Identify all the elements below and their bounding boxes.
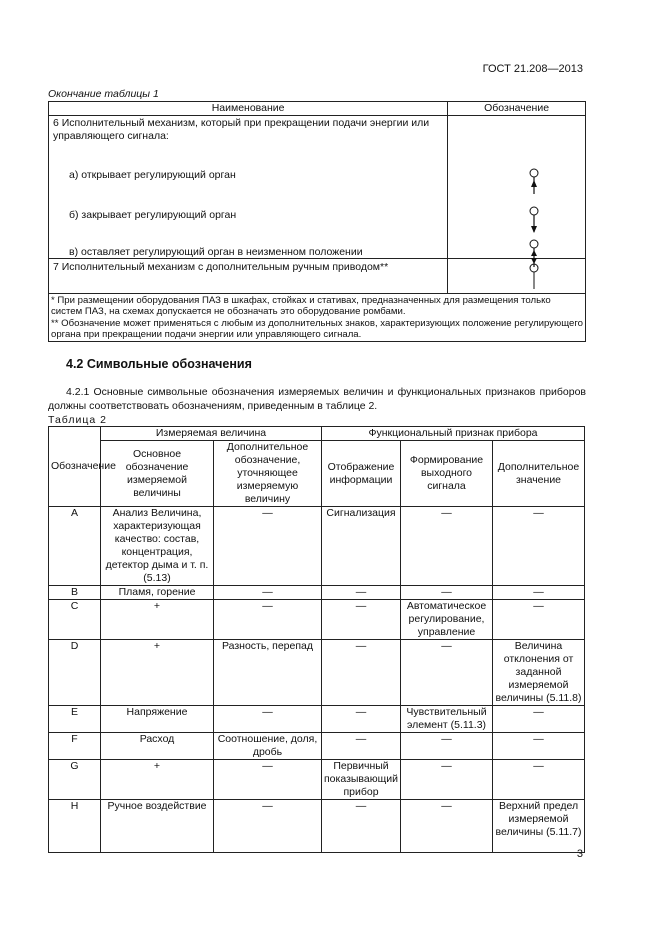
row-extra: — bbox=[493, 760, 585, 800]
row-extra: — bbox=[493, 600, 585, 640]
table-row bbox=[49, 586, 585, 600]
row-main: Пламя, горение bbox=[101, 586, 214, 600]
row6-option-b: б) закрывает регулирующий орган bbox=[69, 209, 237, 221]
row-output: — bbox=[401, 800, 493, 853]
row-display: — bbox=[322, 706, 401, 733]
table2-header-functional-group: Функциональный признак прибора bbox=[322, 427, 585, 441]
actuator-closes-icon bbox=[527, 206, 541, 234]
row-main: + bbox=[101, 640, 214, 706]
table2-header-output: Формирование выходного сигнала bbox=[401, 441, 493, 507]
table-row bbox=[49, 507, 585, 586]
row-extra: — bbox=[493, 507, 585, 586]
section-paragraph bbox=[48, 386, 586, 413]
row-extra: — bbox=[493, 586, 585, 600]
row6-option-a: а) открывает регулирующий орган bbox=[69, 169, 236, 181]
row-main: Напряжение bbox=[101, 706, 214, 733]
row-code: G bbox=[49, 760, 101, 800]
row-extra: — bbox=[493, 706, 585, 733]
row-main: Анализ Величина, характеризующая качество: состав, концентрация, детектор дыма и т. п. (5.13) bbox=[101, 507, 214, 586]
table1-row6-symbols bbox=[448, 116, 586, 259]
table-row bbox=[49, 600, 585, 640]
row-output: — bbox=[401, 640, 493, 706]
table2-header-extra: Дополнительное значение bbox=[493, 441, 585, 507]
row6-option-c: в) оставляет регулирующий орган в неизменном положении bbox=[69, 246, 363, 258]
row-main: Ручное воздействие bbox=[101, 800, 214, 853]
row-output: — bbox=[401, 507, 493, 586]
row-main: + bbox=[101, 600, 214, 640]
table-row bbox=[49, 706, 585, 733]
table2-caption: Таблица 2 bbox=[48, 414, 107, 426]
row-main: Расход bbox=[101, 733, 214, 760]
row-display: — bbox=[322, 640, 401, 706]
table-row bbox=[49, 733, 585, 760]
document-code: ГОСТ 21.208—2013 bbox=[482, 63, 583, 75]
table-2 bbox=[48, 426, 585, 853]
row-additional: — bbox=[214, 586, 322, 600]
row-extra: — bbox=[493, 733, 585, 760]
row-additional: — bbox=[214, 800, 322, 853]
row6-intro: 6 Исполнительный механизм, который при прекращении подачи энергии или управляющего сигнала: bbox=[53, 117, 430, 142]
table1-header-symbol: Обозначение bbox=[448, 102, 586, 116]
row-output: Чувствительный элемент (5.11.3) bbox=[401, 706, 493, 733]
table-1 bbox=[48, 101, 586, 342]
row-additional: — bbox=[214, 600, 322, 640]
row-output: — bbox=[401, 586, 493, 600]
row-code: H bbox=[49, 800, 101, 853]
row-additional: — bbox=[214, 706, 322, 733]
table1-row7-symbol bbox=[448, 259, 586, 294]
row-code: B bbox=[49, 586, 101, 600]
row-output: — bbox=[401, 733, 493, 760]
row-output: Автоматическое регулирование, управление bbox=[401, 600, 493, 640]
row-code: C bbox=[49, 600, 101, 640]
table-row bbox=[49, 760, 585, 800]
row-additional: — bbox=[214, 507, 322, 586]
footnote-2: ** Обозначение может применяться с любым из дополнительных знаков, характеризующих положение регулирующего органа при прекращении подачи энергии или управляющего сигнала. bbox=[51, 317, 583, 340]
row-extra: Величина отклонения от заданной измеряемой величины (5.11.8) bbox=[493, 640, 585, 706]
table1-header-name: Наименование bbox=[49, 102, 448, 116]
row-display: Сигнализация bbox=[322, 507, 401, 586]
row-extra: Верхний предел измеряемой величины (5.11.7) bbox=[493, 800, 585, 853]
row-code: E bbox=[49, 706, 101, 733]
row-additional: — bbox=[214, 760, 322, 800]
table1-row6-name bbox=[49, 116, 448, 259]
row-display: — bbox=[322, 586, 401, 600]
section-heading: 4.2 Символьные обозначения bbox=[66, 357, 252, 371]
actuator-manual-drive-icon bbox=[527, 263, 541, 291]
page-number: 3 bbox=[576, 848, 583, 860]
row-display: Первичный показывающий прибор bbox=[322, 760, 401, 800]
table1-row7-name bbox=[49, 259, 448, 294]
paragraph-text: 4.2.1 Основные символьные обозначения измеряемых величин и функциональных признаков приборов должны соответствовать обозначениям, приведенным в таблице 2. bbox=[48, 386, 586, 412]
footnote-1: * При размещении оборудования ПАЗ в шкафах, стойках и стативах, предназначенных для размещения только систем ПАЗ, на схемах допускается не обозначать это оборудование ромбами. bbox=[51, 295, 551, 318]
table2-header-display: Отображение информации bbox=[322, 441, 401, 507]
table2-header-additional: Дополнительное обозначение, уточняющее измеряемую величину bbox=[214, 441, 322, 507]
row-display: — bbox=[322, 800, 401, 853]
actuator-opens-icon bbox=[527, 168, 541, 196]
row-additional: Разность, перепад bbox=[214, 640, 322, 706]
table-row bbox=[49, 640, 585, 706]
table1-footnotes bbox=[49, 294, 586, 342]
row7-text: 7 Исполнительный механизм с дополнительным ручным приводом** bbox=[53, 261, 389, 273]
row-display: — bbox=[322, 733, 401, 760]
row-code: A bbox=[49, 507, 101, 586]
row-output: — bbox=[401, 760, 493, 800]
row-code: D bbox=[49, 640, 101, 706]
row-main: + bbox=[101, 760, 214, 800]
table2-header-main: Основное обозначение измеряемой величины bbox=[101, 441, 214, 507]
row-display: — bbox=[322, 600, 401, 640]
table1-caption: Окончание таблицы 1 bbox=[48, 88, 159, 100]
table2-header-designation: Обозначение bbox=[49, 427, 101, 507]
table2-header-measured-group: Измеряемая величина bbox=[101, 427, 322, 441]
table-row bbox=[49, 800, 585, 853]
row-additional: Соотношение, доля, дробь bbox=[214, 733, 322, 760]
row-code: F bbox=[49, 733, 101, 760]
